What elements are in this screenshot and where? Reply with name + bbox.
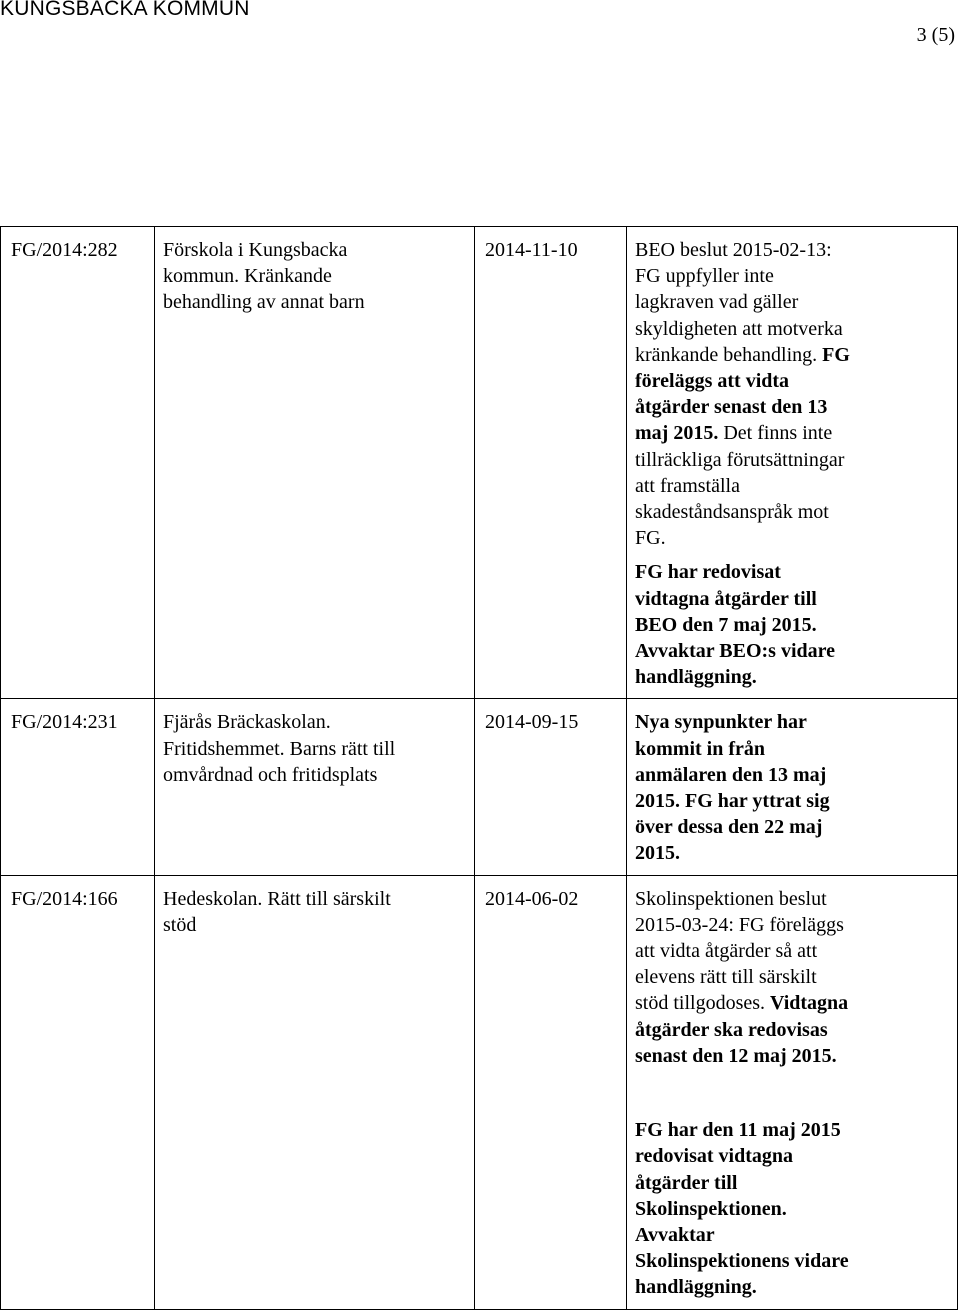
case-id-cell xyxy=(1,699,155,875)
status-bold: Avvaktar BEO:s vidare handläggning. xyxy=(635,640,836,689)
case-subject-cell xyxy=(155,875,475,1309)
status-normal: Det finns inte tillräckliga förutsättningar att framställa skadeståndsanspråk mot FG. xyxy=(635,422,845,550)
case-status-pending xyxy=(635,638,957,690)
case-subject: Förskola i Kungsbacka kommun. Kränkande behandling av annat barn xyxy=(163,239,365,314)
status-normal: BEO beslut 2015-02-13: FG uppfyller inte lagkraven vad gäller skyldigheten att motverka kränkande behandling. xyxy=(635,239,843,366)
case-date: 2014-11-10 xyxy=(485,239,578,261)
case-status-cell xyxy=(627,875,958,1309)
status-bold: FG har redovisat vidtagna åtgärder till BEO den 7 maj 2015. xyxy=(635,561,817,636)
case-status-cell xyxy=(627,699,958,875)
table-row xyxy=(1,875,958,1309)
case-date: 2014-09-15 xyxy=(485,711,579,734)
status-bold: FG har den 11 maj 2015 redovisat vidtagna åtgärder till Skolinspektionen. Avvaktar Skolinspektionens vidare handläggning. xyxy=(635,1119,849,1299)
case-id-cell xyxy=(1,227,155,699)
case-id: FG/2014:282 xyxy=(11,239,118,261)
case-status-followup xyxy=(635,1117,957,1300)
case-id-cell xyxy=(1,875,155,1309)
case-status-text xyxy=(635,709,957,866)
cases-table xyxy=(0,226,958,1310)
status-bold: FG föreläggs att vidta åtgärder senast den 13 maj 2015. xyxy=(635,343,850,445)
case-status-text xyxy=(635,886,957,1069)
case-subject: Fjärås Bräckaskolan. Fritidshemmet. Barns rätt till omvårdnad och fritidsplats xyxy=(163,711,396,786)
table-row xyxy=(1,699,958,875)
case-subject-cell xyxy=(155,227,475,699)
status-bold: Nya synpunkter har kommit in från anmälaren den 13 maj 2015. FG har yttrat sig över dessa den 22 maj 2015. xyxy=(635,711,830,865)
case-date-cell xyxy=(475,227,627,699)
case-status-cell xyxy=(627,227,958,699)
case-id: FG/2014:166 xyxy=(11,887,118,910)
status-bold: Vidtagna åtgärder ska redovisas senast den 12 maj 2015. xyxy=(635,992,849,1067)
case-subject: Hedeskolan. Rätt till särskilt stöd xyxy=(163,887,391,936)
case-date-cell xyxy=(475,699,627,875)
status-normal: Skolinspektionen beslut 2015-03-24: FG föreläggs att vidta åtgärder så att elevens rätt till särskilt stöd tillgodoses. xyxy=(635,887,844,1015)
case-subject-cell xyxy=(155,699,475,875)
table-row xyxy=(1,227,958,699)
page-number: 3 (5) xyxy=(916,24,955,46)
organization-name: KUNGSBACKA KOMMUN xyxy=(0,0,250,20)
case-status-followup xyxy=(635,559,957,638)
case-id: FG/2014:231 xyxy=(11,711,118,734)
case-date: 2014-06-02 xyxy=(485,887,579,910)
case-status-text xyxy=(635,237,957,551)
case-date-cell xyxy=(475,875,627,1309)
